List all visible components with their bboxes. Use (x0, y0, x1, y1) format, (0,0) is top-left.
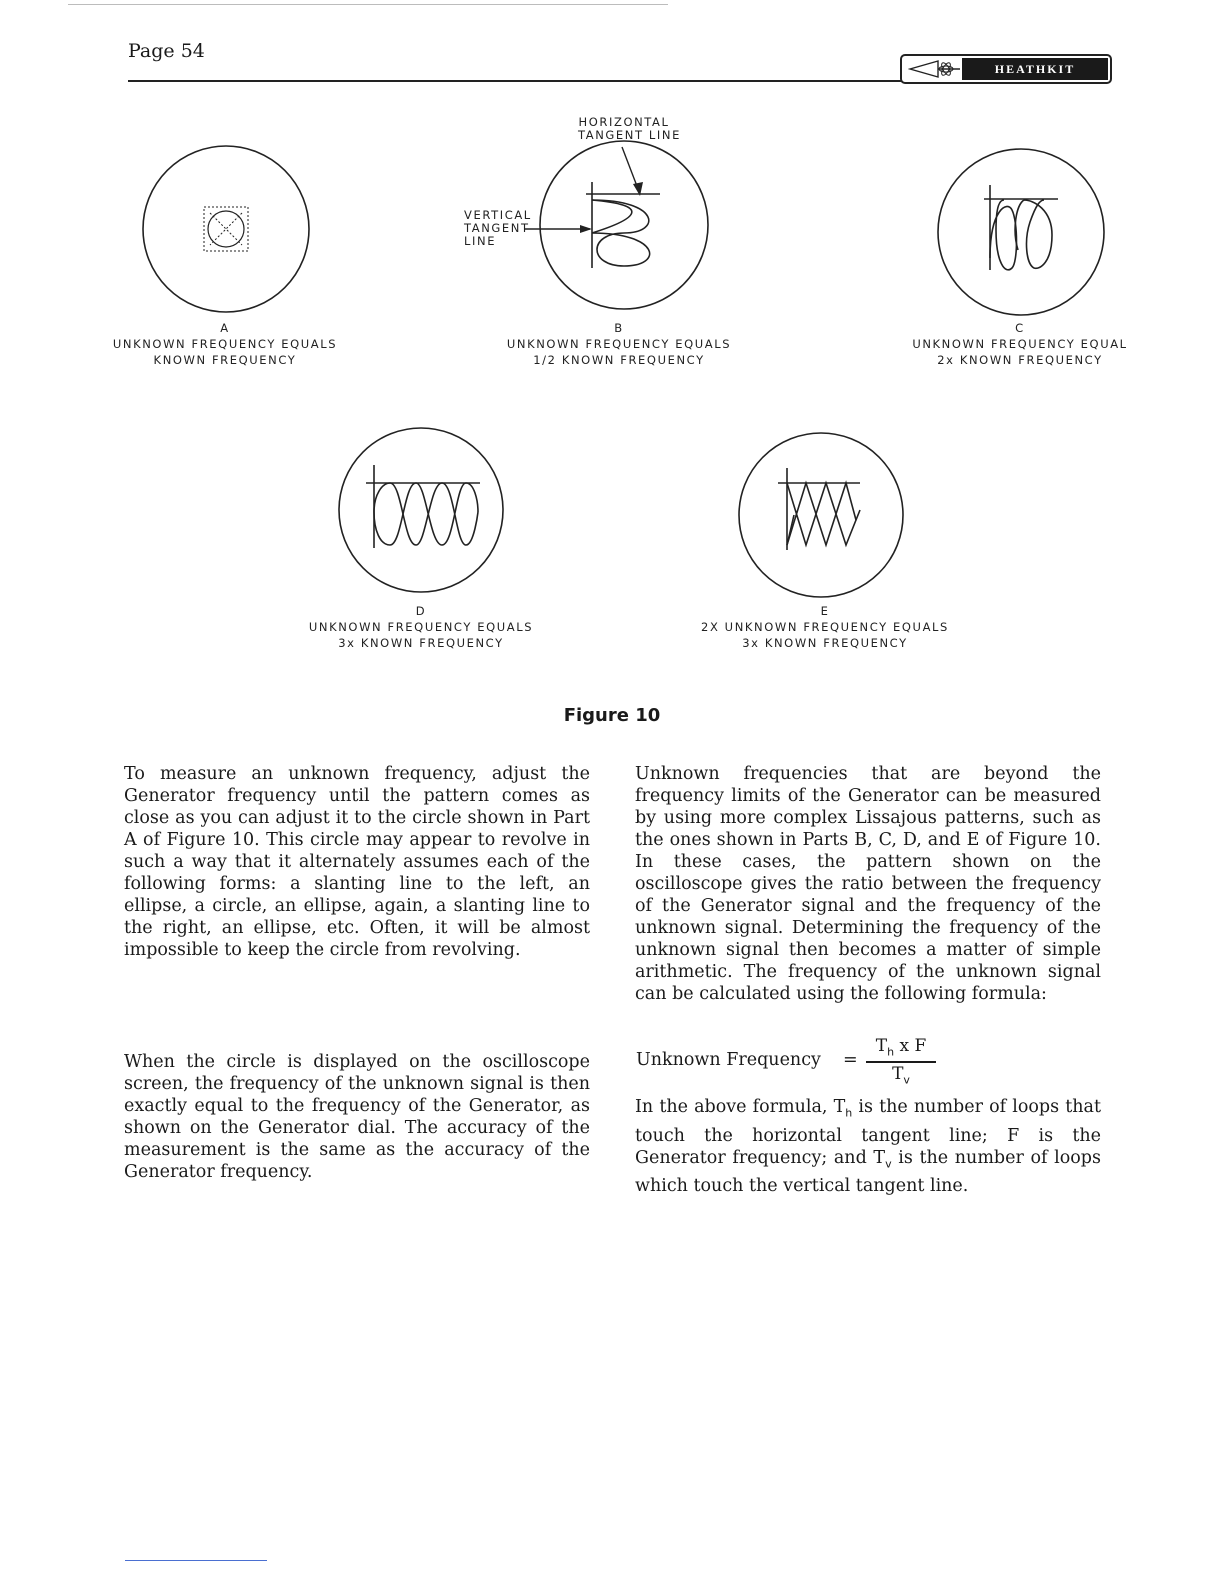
body-paragraph: When the circle is displayed on the oscilloscope screen, the frequency of the unknown signal is then exactly equal to the frequency of the Generator, as shown on the Generator dial. The accuracy of the measurement is the same as the accuracy of the Generator frequency. (124, 1052, 590, 1182)
caption-line: UNKNOWN FREQUENCY EQUAL (912, 337, 1128, 351)
body-paragraph: To measure an unknown frequency, adjust the Generator frequency until the pattern comes as close as you can adjust it to the circle shown in Part A of Figure 10. This circle may appear to revolve in such a way that it alternately assumes each of the following forms: a slanting line to the left, an ellipse, a circle, an ellipse, again, a slanting line to the right, an ellipse, etc. Often, it will be almost impossible to keep the circle from revolving. (124, 764, 590, 960)
panel-e-caption (700, 603, 950, 651)
figure-title: Figure 10 (563, 705, 661, 726)
caption-line: 3x KNOWN FREQUENCY (338, 636, 504, 650)
panel-letter: D (415, 604, 427, 618)
panel-b-scope (524, 141, 708, 309)
panel-letter: B (614, 321, 624, 335)
caption-line: 2x KNOWN FREQUENCY (937, 353, 1103, 367)
panel-letter: A (220, 321, 230, 335)
panel-c-scope (938, 149, 1104, 315)
horizontal-tangent-callout (578, 115, 681, 142)
caption-line: UNKNOWN FREQUENCY EQUALS (308, 620, 534, 634)
panel-d-caption (306, 603, 536, 651)
panel-d-scope (339, 428, 503, 592)
scan-bottom-line (125, 1560, 267, 1561)
brand-name: HEATHKIT (962, 58, 1108, 80)
left-column-second (124, 1051, 590, 1183)
numerator-subscript: h (887, 1045, 895, 1059)
explanation-subscript: v (885, 1157, 892, 1170)
body-paragraph: Unknown frequencies that are beyond the frequency limits of the Generator can be measured by using more complex Lissajous patterns, such as the ones shown in Parts B, C, D, and E of Figure 10. In these cases, the pattern shown on the oscilloscope gives the ratio between the frequency of the Generator signal and the frequency of the unknown signal. Determining the frequency of the unknown signal then becomes a matter of simple arithmetic. The frequency of the unknown signal can be calculated using the following formula: (635, 764, 1101, 1004)
caption-line: UNKNOWN FREQUENCY EQUALS (506, 337, 732, 351)
explanation-part: In the above formula, T (635, 1097, 846, 1117)
page-number: Page 54 (128, 40, 205, 62)
caption-line: KNOWN FREQUENCY (153, 353, 297, 367)
panel-c-caption (900, 320, 1140, 368)
vertical-tangent-callout (464, 209, 532, 248)
caption-line: 1/2 KNOWN FREQUENCY (533, 353, 705, 367)
numerator-rest: x F (894, 1036, 927, 1056)
left-column (124, 763, 590, 961)
formula-explanation (635, 1096, 1101, 1197)
explanation-part: is the number of loops which touch the vertical tangent line. (635, 1147, 1101, 1196)
callout-line: TANGENT (464, 221, 530, 235)
body-paragraph (635, 1096, 1101, 1197)
denominator-t: T (892, 1064, 904, 1084)
panel-letter: C (1015, 321, 1025, 335)
formula-label: Unknown Frequency (636, 1050, 821, 1070)
fraction-bar (866, 1061, 936, 1063)
denominator-subscript: v (903, 1073, 910, 1087)
explanation-subscript: h (845, 1106, 853, 1120)
formula-equals: = (843, 1050, 858, 1070)
callout-line: TANGENT LINE (578, 128, 681, 142)
numerator-t: T (875, 1036, 888, 1056)
panel-b-caption (504, 320, 734, 368)
callout-line: LINE (464, 234, 497, 248)
caption-line: 3x KNOWN FREQUENCY (742, 636, 908, 650)
callout-line: HORIZONTAL (578, 115, 670, 129)
formula-numerator (862, 1036, 940, 1058)
panel-a-scope (143, 146, 309, 312)
callout-line: VERTICAL (464, 208, 532, 222)
panel-e-scope (739, 433, 903, 597)
right-column (635, 763, 1101, 1005)
panel-a-caption (110, 320, 340, 368)
explanation-part: is the number of loops that touch the horizontal tangent line; F is the Generator frequency; and T (635, 1097, 1101, 1168)
caption-line: 2X UNKNOWN FREQUENCY EQUALS (701, 620, 949, 634)
panel-letter: E (820, 604, 830, 618)
formula-denominator (862, 1064, 940, 1086)
caption-line: UNKNOWN FREQUENCY EQUALS (112, 337, 338, 351)
